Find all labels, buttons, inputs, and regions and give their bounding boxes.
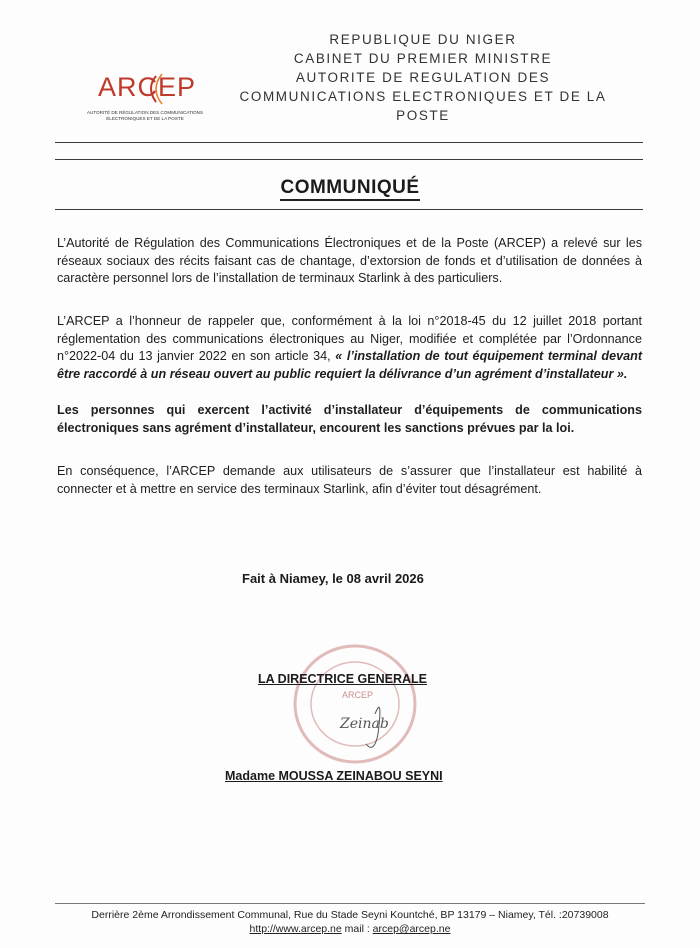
header-line: COMMUNICATIONS ELECTRONIQUES ET DE LA: [239, 89, 607, 104]
header-line: CABINET DU PREMIER MINISTRE: [293, 51, 553, 66]
paragraph-2: [57, 313, 642, 383]
letterhead: [218, 30, 628, 125]
title-rule: [55, 209, 643, 210]
header-rule: [55, 159, 643, 160]
legal-quote: « l’installation de tout équipement terminal devant être raccordé à un réseau ouvert au public requiert la délivrance d’un agrément d’installateur ».: [57, 349, 643, 381]
paragraph-4: En conséquence, l’ARCEP demande aux utilisateurs de s’assurer que l’installateur est habilité à connecter et à mettre en service des terminaux Starlink, afin d’éviter tout désagrément.: [57, 464, 642, 496]
arcep-logo: [68, 70, 218, 130]
mail-label: mail :: [344, 923, 370, 935]
footer-contact: [0, 923, 700, 935]
footer-rule: [55, 903, 645, 904]
paragraph-2-intro: L’ARCEP a l’honneur de rappeler que, conformément à la loi n°2018-45 du 12 juillet 2018 portant réglementation des communications électroniques au Niger, modifiée et complétée par l’Ordonnance n°2022-04 du 13 janvier 2022 en son article 34,: [57, 314, 642, 363]
signatory-name: Madame MOUSSA ZEINABOU SEYNI: [225, 769, 443, 783]
place-date: Fait à Niamey, le 08 avril 2026: [242, 571, 424, 586]
official-stamp: [290, 642, 440, 767]
header-rule: [55, 142, 643, 143]
header-line: POSTE: [396, 108, 450, 123]
logo-text: ARCEP: [98, 72, 197, 102]
signature: Zeinab: [340, 716, 389, 732]
footer-address: Derrière 2ème Arrondissement Communal, Rue du Stade Seyni Kountché, BP 13179 – Niamey, Tél. :20739008: [91, 909, 609, 921]
logo-subtitle: AUTORITÉ DE RÉGULATION DES COMMUNICATIONS ÉLECTRONIQUES ET DE LA POSTE: [86, 110, 204, 121]
signatory-title: LA DIRECTRICE GENERALE: [258, 672, 427, 686]
header-line: REPUBLIQUE DU NIGER: [329, 32, 517, 47]
email-link[interactable]: arcep@arcep.ne: [372, 923, 451, 935]
paragraph-3: Les personnes qui exercent l’activité d’installateur d’équipements de communications électroniques sans agrément d’installateur, encourent les sanctions prévues par la loi.: [57, 403, 642, 435]
website-link[interactable]: http://www.arcep.ne: [249, 923, 342, 935]
stamp-text: ARCEP: [342, 690, 374, 700]
paragraph-1: L’Autorité de Régulation des Communications Électroniques et de la Poste (ARCEP) a relevé sur les réseaux sociaux des récits faisant cas de chantage, d’extorsion de fonds et d’utilisation de données à caractère personnel lors de l’installation de terminaux Starlink à des particuliers.: [57, 236, 642, 285]
header-line: AUTORITE DE REGULATION DES: [295, 70, 551, 85]
page-title: COMMUNIQUÉ: [0, 177, 700, 199]
